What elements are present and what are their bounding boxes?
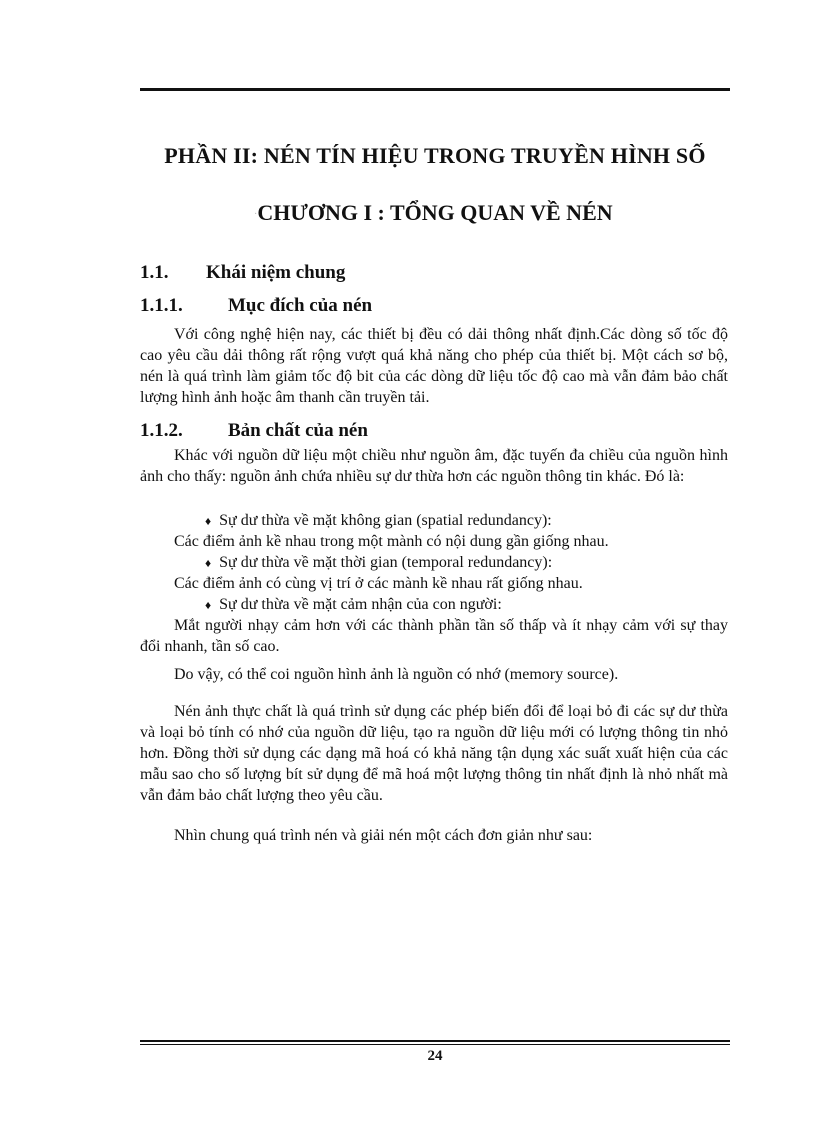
diamond-bullet-icon: ♦: [205, 598, 212, 612]
bullet-item-temporal: [205, 552, 552, 574]
bullet-description: Mắt người nhạy cảm hơn với các thành phần tần số thấp và ít nhạy cảm với sự thay đổi nhanh, tần số cao.: [140, 617, 728, 655]
paragraph-text: Do vậy, có thể coi nguồn hình ảnh là nguồn có nhớ (memory source).: [174, 666, 619, 683]
header-rule: [140, 88, 730, 91]
diamond-bullet-icon: ♦: [205, 514, 212, 528]
paragraph-text: Nén ảnh thực chất là quá trình sử dụng các phép biến đổi để loại bỏ đi các sự dư thừa và loại bỏ tính có nhớ của nguồn dữ liệu, tạo ra nguồn dữ liệu mới có lượng thông tin nhỏ hơn. Đồng thời sử dụng các dạng mã hoá có khả năng tận dụng xác suất xuất hiện của các mẫu sao cho số lượng bít sử dụng để mã hoá một lượng thông tin nhất định là nhỏ nhất mà vẫn đảm bảo chất lượng theo yêu cầu.: [140, 703, 728, 804]
chapter-title: CHƯƠNG I : TỔNG QUAN VỀ NÉN: [257, 200, 613, 225]
paragraph-purpose: [140, 324, 728, 408]
footer-rule: [140, 1040, 730, 1042]
bullet-item-perceptual: [205, 594, 502, 616]
diamond-bullet-icon: ♦: [205, 556, 212, 570]
bullet-description: Các điểm ảnh kề nhau trong một mành có nội dung gần giống nhau.: [174, 533, 609, 550]
section-title: Bản chất của nén: [228, 420, 368, 441]
bullet-text: Sự dư thừa về mặt cảm nhận của con người:: [219, 596, 502, 613]
section-number: 1.1.2.: [140, 420, 183, 441]
section-number: 1.1.: [140, 262, 169, 283]
paragraph-compression: [140, 701, 728, 806]
margin-mark: ·: [254, 209, 258, 220]
bullet-description: Các điểm ảnh có cùng vị trí ở các mành kề nhau rất giống nhau.: [174, 575, 583, 592]
section-heading-1-1-1: [140, 295, 372, 317]
paragraph-text: Nhìn chung quá trình nén và giải nén một cách đơn giản như sau:: [174, 827, 593, 844]
bullet-text: Sự dư thừa về mặt thời gian (temporal redundancy):: [219, 554, 553, 571]
part-title: PHẦN II: NÉN TÍN HIỆU TRONG TRUYỀN HÌNH SỐ: [164, 143, 706, 168]
bullet-description-block: [140, 615, 728, 657]
bullet-item-spatial: [205, 510, 552, 532]
section-heading-1-1-2: [140, 420, 368, 442]
paragraph-overview: [140, 825, 728, 846]
bullet-text: Sự dư thừa về mặt không gian (spatial redundancy):: [219, 512, 552, 529]
paragraph-conclusion: [140, 664, 728, 685]
section-title: Mục đích của nén: [228, 295, 373, 316]
page-number: 24: [427, 1048, 443, 1064]
section-heading-1-1: [140, 262, 345, 284]
section-title: Khái niệm chung: [206, 262, 346, 283]
section-number: 1.1.1.: [140, 295, 183, 316]
paragraph-text: Với công nghệ hiện nay, các thiết bị đều có dải thông nhất định.Các dòng số tốc độ cao yêu cầu dải thông rất rộng vượt quá khả năng cho phép của thiết bị. Một cách sơ bộ, nén là quá trình làm giảm tốc độ bit của các dòng dữ liệu tốc độ cao mà vẫn đảm bảo chất lượng hình ảnh hoặc âm thanh cần truyền tải.: [140, 326, 728, 406]
footer-rule-thin: [140, 1044, 730, 1045]
paragraph-text: Khác với nguồn dữ liệu một chiều như nguồn âm, đặc tuyến đa chiều của nguồn hình ảnh cho thấy: nguồn ảnh chứa nhiều sự dư thừa hơn các nguồn thông tin khác. Đó là:: [140, 447, 728, 485]
paragraph-nature-intro: [140, 445, 728, 487]
